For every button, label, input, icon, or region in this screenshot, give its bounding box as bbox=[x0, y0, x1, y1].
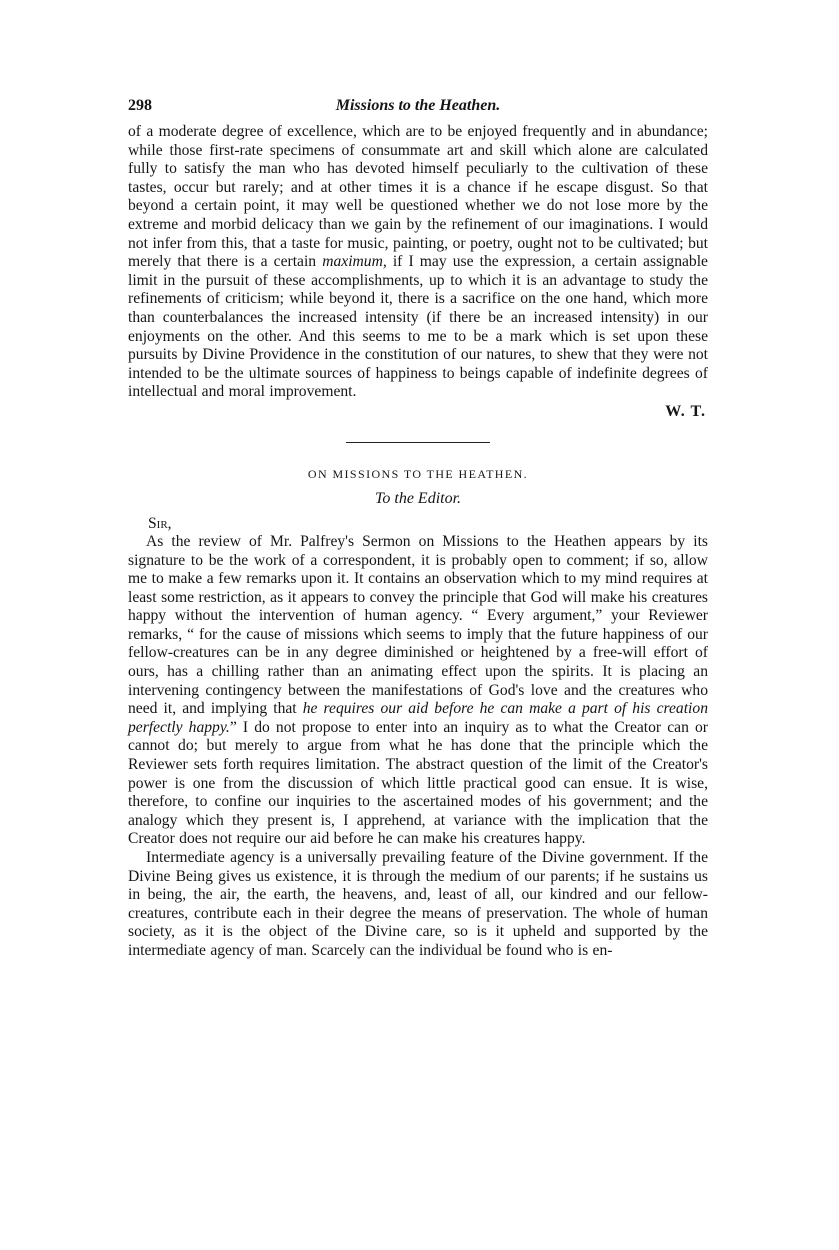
section-divider bbox=[346, 442, 490, 443]
article-paragraph-1-text-b: ” I do not propose to enter into an inquiry as to what the Creator can or cannot do; but merely to argue from what he has done that the principle which the Reviewer sets forth requires limitation. The abstract question of the limit of the Creator's power is one from the discussion of which little practical good can ensue. It is wise, therefore, to confine our inquiries to the ascertained modes of his government; and the analogy which they present is, I apprehend, at variance with the implication that the Creator does not require our aid before he can make his creatures happy. bbox=[128, 718, 708, 848]
letter-signature: W. T. bbox=[665, 402, 706, 420]
letter-paragraph-text-b: if I may use the expression, a certain assignable limit in the pursuit of these accomplishments, up to which it is an advantage to study the refinements of criticism; while beyond it, there is a sacrifice on the one hand, which more than counterbalances the increased intensity (if there be an increased intensity) in our enjoyments on the other. And this seems to me to be a mark which is set upon these pursuits by Divine Providence in the constitution of our natures, to shew that they were not intended to be the ultimate sources of happiness to beings capable of indefinite degrees of intellectual and moral improvement. bbox=[128, 253, 708, 401]
article-paragraph-2: Intermediate agency is a universally prevailing feature of the Divine government. If the Divine Being gives us existence, it is through the medium of our parents; if he sustains us in being, the air, the earth, the heavens, and, least of all, our kindred and our fellow-creatures, contribute each in their degree the means of preservation. The whole of human society, as it is the object of the Divine care, so is it upheld and supported by the intermediate agency of man. Scarcely can the individual be found who is en- bbox=[128, 849, 708, 959]
article-paragraph-1-text-a: As the review of Mr. Palfrey's Sermon on Missions to the Heathen appears by its signature to be the work of a correspondent, it is probably open to comment; if so, allow me to make a few remarks upon it. It contains an observation which to my mind requires at least some restriction, as it appears to convey the principle that God will make his creatures happy without the intervention of human agency. “ Every argument,” your Reviewer remarks, “ for the cause of missions which seems to imply that the future happiness of our fellow-creatures can be in any degree diminished or heightened by a free-will effort of ours, has a chilling rather than an animating effect upon the spirits. It is placing an intervening contingency between the manifestations of God's love and the creatures who need it, and implying that bbox=[128, 532, 708, 718]
letter-paragraph-text-a: of a moderate degree of excellence, which are to be enjoyed frequently and in abundance; while those first-rate specimens of consummate art and skill which alone are calculated fully to satisfy the man who has devoted himself peculiarly to the cultivation of these tastes, occur but rarely; and at other times it is a chance if he escape disgust. So that beyond a certain point, it may well be questioned whether we do not lose more by the extreme and morbid delicacy than we gain by the refinement of our imaginations. I would not infer from this, that a taste for music, painting, or poetry, ought not to be cultivated; but merely that there is a certain bbox=[128, 123, 708, 271]
letter-paragraph bbox=[128, 123, 708, 402]
letter-paragraph-emphasis: maximum, bbox=[322, 253, 387, 271]
article-addressee: To the Editor. bbox=[374, 489, 462, 507]
article-title: ON MISSIONS TO THE HEATHEN. bbox=[307, 466, 529, 481]
article-paragraph-1-quotation-emphasis: he requires our aid before he can make a part of his creation perfectly happy. bbox=[128, 700, 708, 736]
article-salutation: Sir, bbox=[148, 514, 172, 532]
page-number: 298 bbox=[128, 97, 152, 114]
article-paragraph-1 bbox=[128, 533, 708, 849]
running-title: Missions to the Heathen. bbox=[335, 97, 501, 114]
document-page bbox=[128, 97, 708, 961]
running-head bbox=[128, 97, 708, 123]
